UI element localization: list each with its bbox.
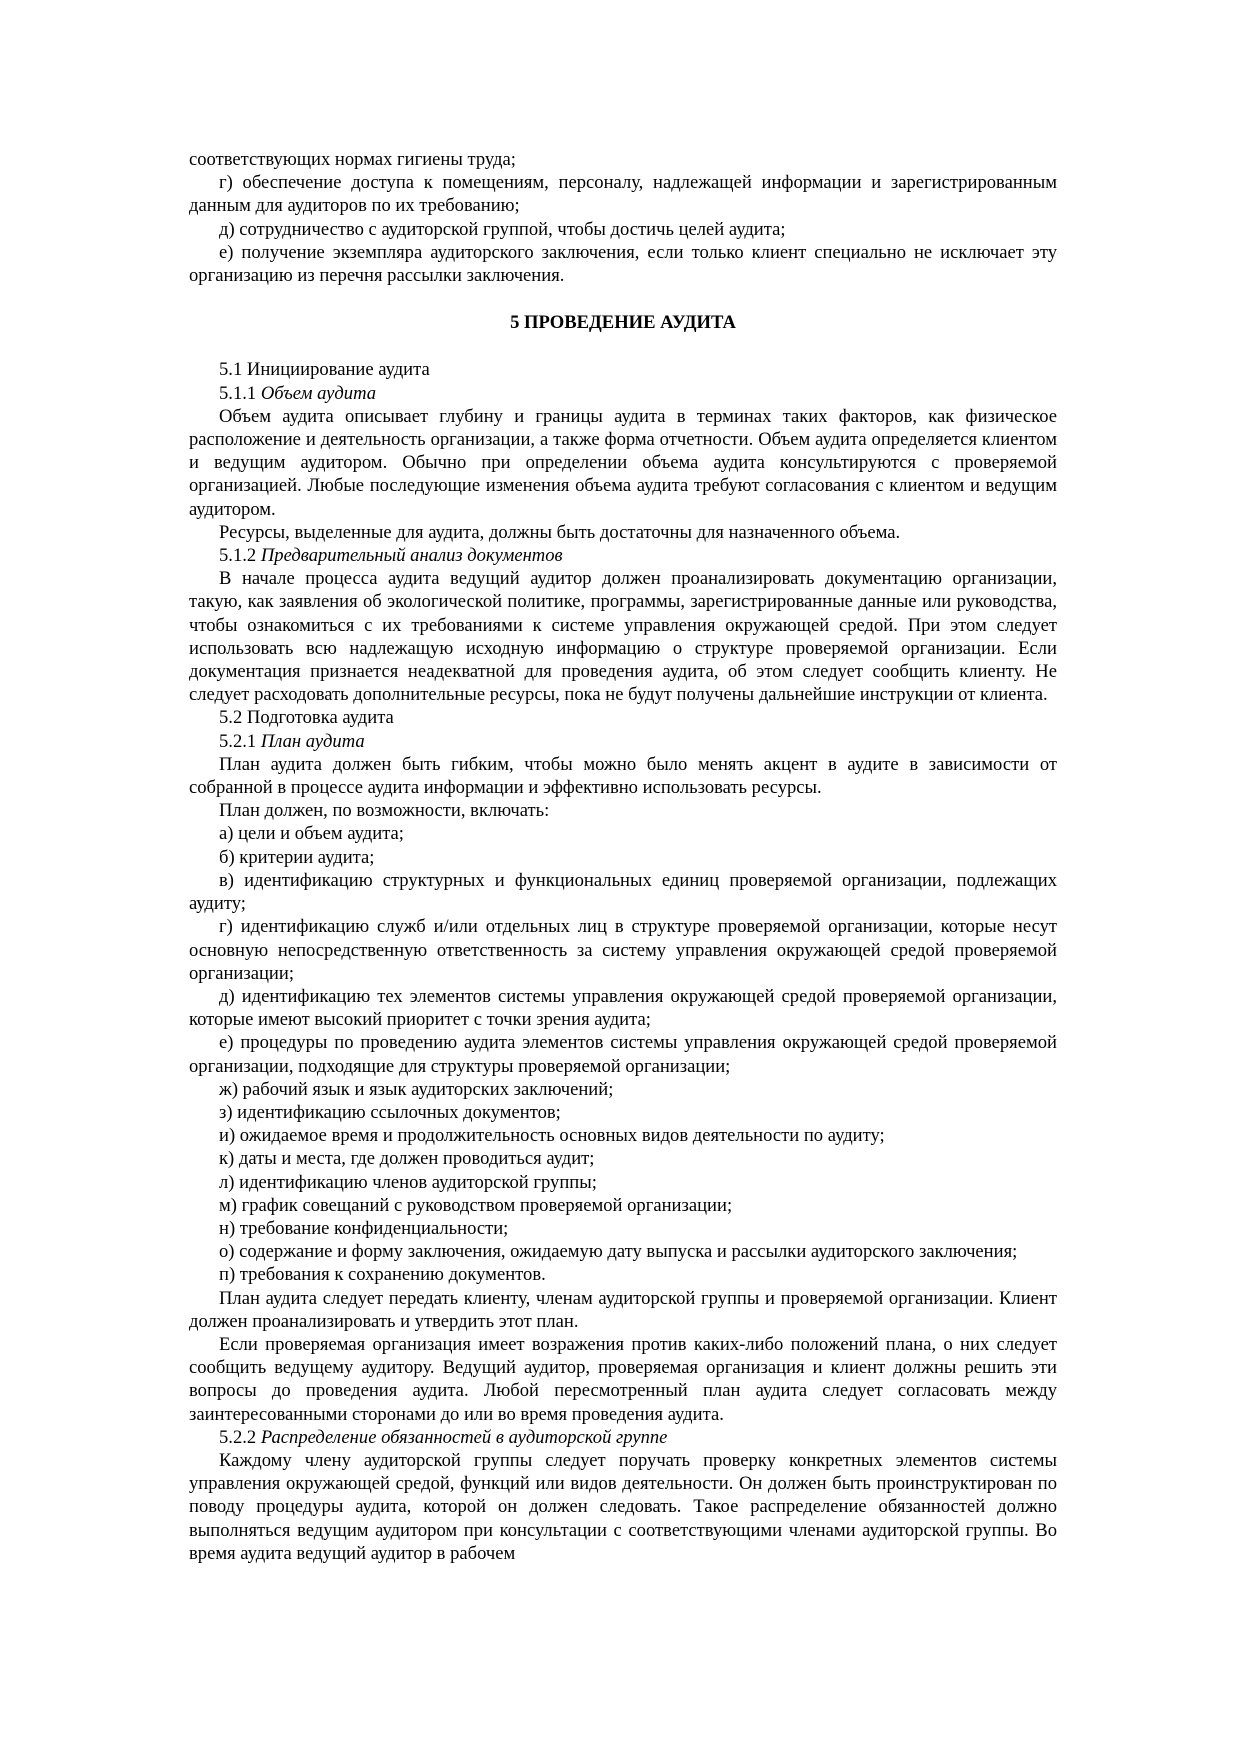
list-item: и) ожидаемое время и продолжительность основных видов деятельности по аудиту;: [219, 1125, 885, 1147]
subsection-5-1-title: 5.1 Инициирование аудита: [219, 359, 430, 381]
paragraph: Объем аудита описывает глубину и границы аудита в терминах таких факторов, как физическое расположение и деятельность организации, а также форма отчетности. Объем аудита определяется клиентом и ведущим аудитором. Обычно при определении объема аудита консультируются с проверяемой организацией. Любые последующие изменения объема аудита требуют согласования с клиентом и ведущим аудитором.: [189, 405, 1057, 520]
subsection-number: 5.1.2: [219, 545, 257, 567]
subsection-number: 5.2.1: [219, 730, 257, 752]
subsection-italic-title: План аудита: [260, 730, 365, 752]
document-page: [189, 148, 1057, 1565]
list-item: н) требование конфиденциальности;: [219, 1217, 509, 1239]
list-item-d: д) сотрудничество с аудиторской группой, чтобы достичь целей аудита;: [219, 218, 786, 240]
list-item-g: г) обеспечение доступа к помещениям, персоналу, надлежащей информации и зарегистрированным данным для аудиторов по их требованию;: [189, 172, 1057, 217]
subsection-number: 5.1.1: [219, 382, 257, 404]
list-item: з) идентификацию ссылочных документов;: [219, 1101, 561, 1123]
list-item: е) процедуры по проведению аудита элементов системы управления окружающей средой проверяемой организации, подходящие для структуры проверяемой организации;: [189, 1032, 1057, 1077]
subsection-5-2-2-title: [189, 1426, 1057, 1449]
section-heading: 5 ПРОВЕДЕНИЕ АУДИТА: [510, 312, 736, 334]
subsection-italic-title: Распределение обязанностей в аудиторской группе: [260, 1426, 668, 1448]
subsection-italic-title: Предварительный анализ документов: [260, 545, 563, 567]
list-item: о) содержание и форму заключения, ожидаемую дату выпуска и рассылки аудиторского заключения;: [219, 1241, 1018, 1263]
paragraph-continuation: соответствующих нормах гигиены труда;: [189, 149, 516, 170]
subsection-5-2-title: 5.2 Подготовка аудита: [219, 707, 394, 729]
paragraph: Если проверяемая организация имеет возражения против каких-либо положений плана, о них следует сообщить ведущему аудитору. Ведущий аудитор, проверяемая организация и клиент должны решить эти вопросы до проведения аудита. Любой пересмотренный план аудита следует согласовать между заинтересованными сторонами до или во время проведения аудита.: [189, 1333, 1057, 1425]
list-item: в) идентификацию структурных и функциональных единиц проверяемой организации, подлежащих аудиту;: [189, 869, 1057, 915]
subsection-5-1-2-title: [189, 544, 1057, 567]
list-item: ж) рабочий язык и язык аудиторских заключений;: [219, 1078, 614, 1100]
subsection-5-1-1-title: [189, 382, 1057, 405]
paragraph: План должен, по возможности, включать:: [219, 800, 550, 822]
paragraph: В начале процесса аудита ведущий аудитор должен проанализировать документацию организации, такую, как заявления об экологической политике, программы, зарегистрированные данные или руководства, чтобы ознакомиться с их требованиями к системе управления окружающей средой. При этом следует использовать всю надлежащую исходную информацию о структуре проверяемой организации. Если документация признается неадекватной для проведения аудита, об этом следует сообщить клиенту. Не следует расходовать дополнительные ресурсы, пока не будут получены дальнейшие инструкции от клиента.: [189, 568, 1057, 706]
subsection-number: 5.2.2: [219, 1426, 257, 1448]
paragraph: План аудита должен быть гибким, чтобы можно было менять акцент в аудите в зависимости от собранной в процессе аудита информации и эффективно использовать ресурсы.: [189, 753, 1057, 799]
list-item: д) идентификацию тех элементов системы управления окружающей средой проверяемой организации, которые имеют высокий приоритет с точки зрения аудита;: [189, 985, 1057, 1031]
list-item: к) даты и места, где должен проводиться аудит;: [219, 1148, 595, 1170]
list-item: г) идентификацию служб и/или отдельных лиц в структуре проверяемой организации, которые несут основную непосредственную ответственность за систему управления окружающей средой проверяемой организации;: [189, 916, 1057, 984]
paragraph: Каждому члену аудиторской группы следует поручать проверку конкретных элементов системы управления окружающей средой, функций или видов деятельности. Он должен быть проинструктирован по поводу процедуры аудита, которой он должен следовать. Такое распределение обязанностей должно выполняться ведущим аудитором при консультации с соответствующими членами аудиторской группы. Во время аудита ведущий аудитор в рабочем: [189, 1449, 1057, 1564]
list-item: п) требования к сохранению документов.: [219, 1264, 546, 1286]
subsection-5-2-1-title: [189, 730, 1057, 753]
list-item-e: е) получение экземпляра аудиторского заключения, если только клиент специально не исключает эту организацию из перечня рассылки заключения.: [189, 241, 1057, 287]
subsection-italic-title: Объем аудита: [260, 382, 377, 404]
list-item: б) критерии аудита;: [219, 846, 375, 868]
paragraph: Ресурсы, выделенные для аудита, должны быть достаточны для назначенного объема.: [219, 521, 901, 543]
list-item: м) график совещаний с руководством проверяемой организации;: [219, 1194, 733, 1216]
list-item: а) цели и объем аудита;: [219, 823, 404, 845]
list-item: л) идентификацию членов аудиторской группы;: [219, 1171, 597, 1193]
paragraph: План аудита следует передать клиенту, членам аудиторской группы и проверяемой организации. Клиент должен проанализировать и утвердить этот план.: [189, 1287, 1057, 1332]
